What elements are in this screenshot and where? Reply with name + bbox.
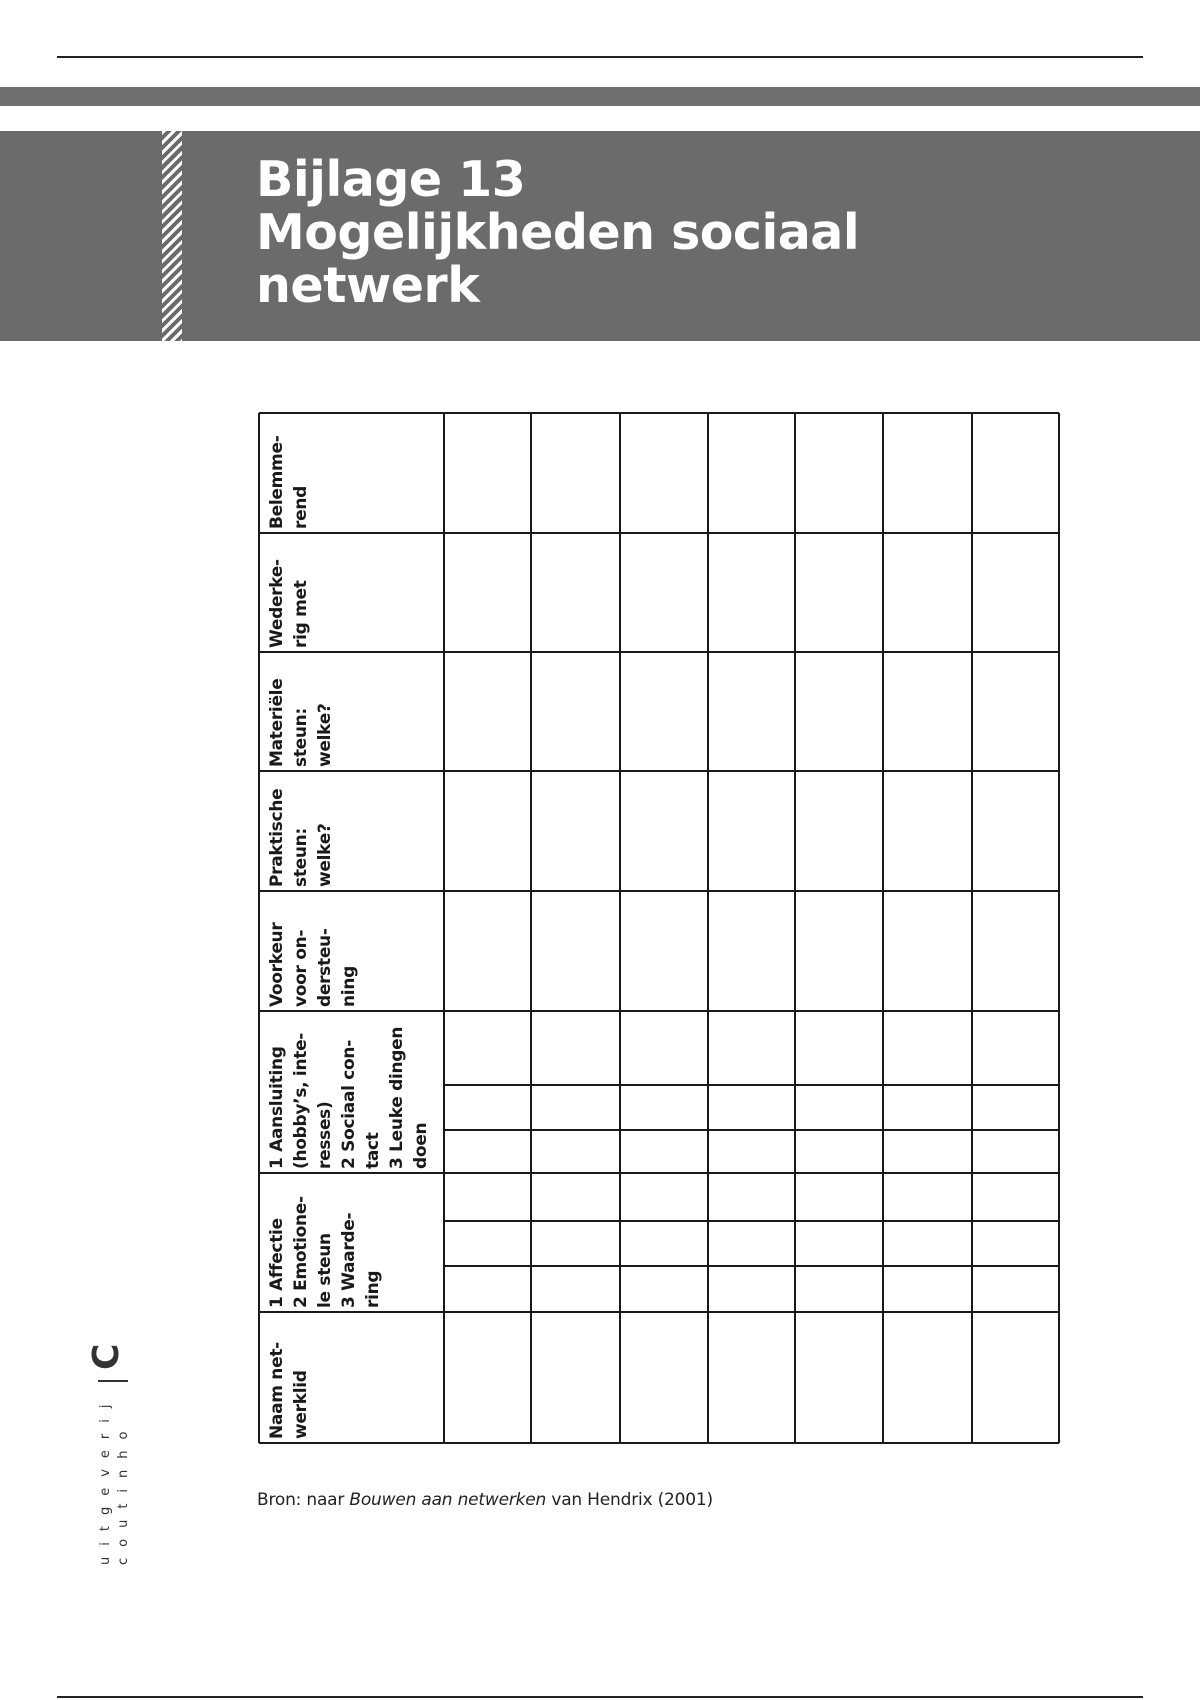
row-header (259, 652, 444, 771)
row-header-line: ning (339, 965, 359, 1007)
row-header-line: 1 Affectie (267, 1218, 287, 1308)
row-header-line: 2 Emotione- (291, 1196, 311, 1308)
row-header-line: 1 Aansluiting (267, 1046, 287, 1169)
title-line-3: netwerk (256, 257, 480, 314)
row-header-line: tact (363, 1132, 383, 1169)
title-line-1: Bijlage 13 (256, 151, 526, 208)
publisher-mark: C (86, 1343, 127, 1370)
row-header-line: 2 Sociaal con- (339, 1040, 359, 1169)
row-header-line: steun: (291, 708, 311, 767)
row-header (259, 891, 444, 1011)
row-header (259, 1312, 444, 1443)
hatch-decoration (162, 131, 182, 341)
row-header-line: rig met (291, 580, 311, 648)
row-header (259, 413, 444, 533)
row-header-line: resses) (315, 1101, 335, 1169)
source-prefix: Bron: naar (257, 1490, 350, 1510)
publisher-divider (98, 1380, 128, 1382)
page-title (256, 153, 859, 312)
row-header (259, 533, 444, 652)
publisher-line-2: coutinho (116, 1420, 131, 1565)
title-line-2: Mogelijkheden sociaal (256, 204, 860, 261)
row-header-line: 3 Waarde- (339, 1212, 359, 1308)
row-header (259, 1173, 444, 1312)
row-header-line: (hobby’s, inte- (291, 1032, 311, 1169)
row-header-line: werklid (291, 1370, 311, 1439)
row-header-line: steun: (291, 828, 311, 887)
row-header-line: dersteu- (315, 928, 335, 1007)
row-header-line: Wederke- (267, 559, 287, 648)
row-header-line: le steun (315, 1233, 335, 1308)
row-header-line: welke? (315, 823, 335, 887)
row-header (259, 771, 444, 891)
row-header-line: voor on- (291, 929, 311, 1007)
row-header-line: doen (411, 1122, 431, 1169)
header-stripe (0, 87, 1200, 106)
row-header-line: 3 Leuke dingen (387, 1026, 407, 1169)
bottom-rule (57, 1696, 1143, 1698)
row-header-line: welke? (315, 703, 335, 767)
network-table (259, 413, 1059, 1443)
row-header-line: Belemme- (267, 435, 287, 529)
source-note (257, 1490, 713, 1510)
title-band (0, 131, 1200, 341)
top-rule (57, 56, 1143, 58)
publisher-line-1: uitgeverij (98, 1393, 113, 1565)
row-header (259, 1011, 444, 1173)
row-header-line: ring (363, 1270, 383, 1308)
row-header-line: Naam net- (267, 1342, 287, 1439)
row-header-line: Praktische (267, 788, 287, 887)
source-title: Bouwen aan netwerken (349, 1490, 547, 1510)
row-header-line: Voorkeur (267, 922, 287, 1007)
publisher-logo (86, 1245, 148, 1565)
row-header-line: Materiële (267, 678, 287, 767)
row-header-line: rend (291, 486, 311, 529)
source-suffix: van Hendrix (2001) (546, 1490, 713, 1510)
